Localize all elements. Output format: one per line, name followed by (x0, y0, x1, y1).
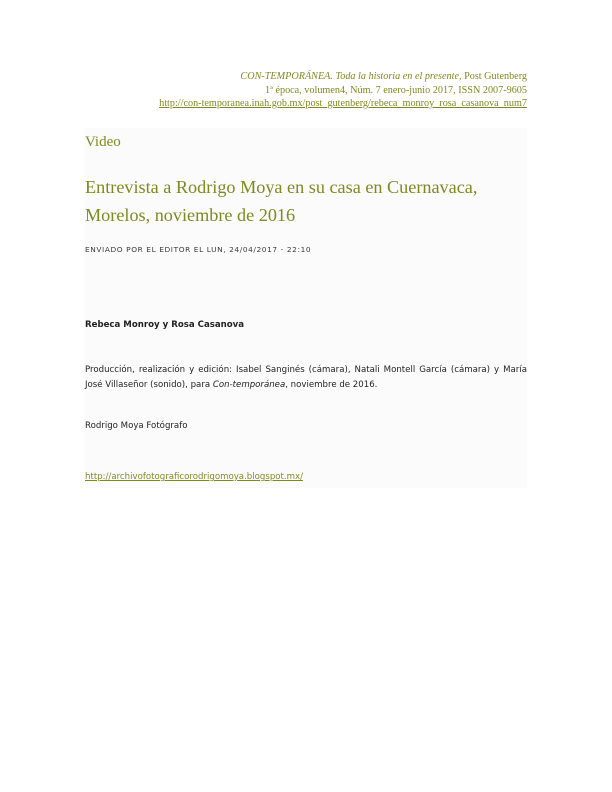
article-meta: ENVIADO POR EL EDITOR EL LUN, 24/04/2017 - 22:10 (85, 245, 312, 254)
production-credits (85, 363, 527, 392)
article-category: Video (85, 134, 121, 150)
journal-title-line (67, 70, 527, 84)
article-title: Entrevista a Rodrigo Moya en su casa en Cuernavaca, Morelos, noviembre de 2016 (85, 177, 478, 225)
journal-url[interactable]: http://con-temporanea.inah.gob.mx/post_gutenberg/rebeca_monroy_rosa_casanova_num7 (159, 98, 527, 109)
production-suffix: , noviembre de 2016. (285, 379, 378, 390)
journal-title: CON-TEMPORÁNEA. (240, 71, 333, 82)
production-prefix: Producción, realización y edición: Isabel Sanginés (cámara), Natali Montell García (cámara) y María José Villaseñor (sonido), para (85, 365, 527, 390)
journal-subtitle: Toda la historia en el presente, (335, 71, 462, 82)
article-authors: Rebeca Monroy y Rosa Casanova (85, 320, 245, 330)
journal-section: Post Gutenberg (461, 71, 527, 82)
journal-header (67, 70, 527, 111)
production-journal-name: Con-temporánea (212, 379, 286, 390)
journal-issue-line: 1ª época, volumen4, Núm. 7 enero-junio 2017, ISSN 2007-9605 (265, 84, 527, 96)
photographer-credit: Rodrigo Moya Fotógrafo (85, 421, 188, 431)
archive-link[interactable]: http://archivofotograficorodrigomoya.blogspot.mx/ (85, 472, 304, 482)
